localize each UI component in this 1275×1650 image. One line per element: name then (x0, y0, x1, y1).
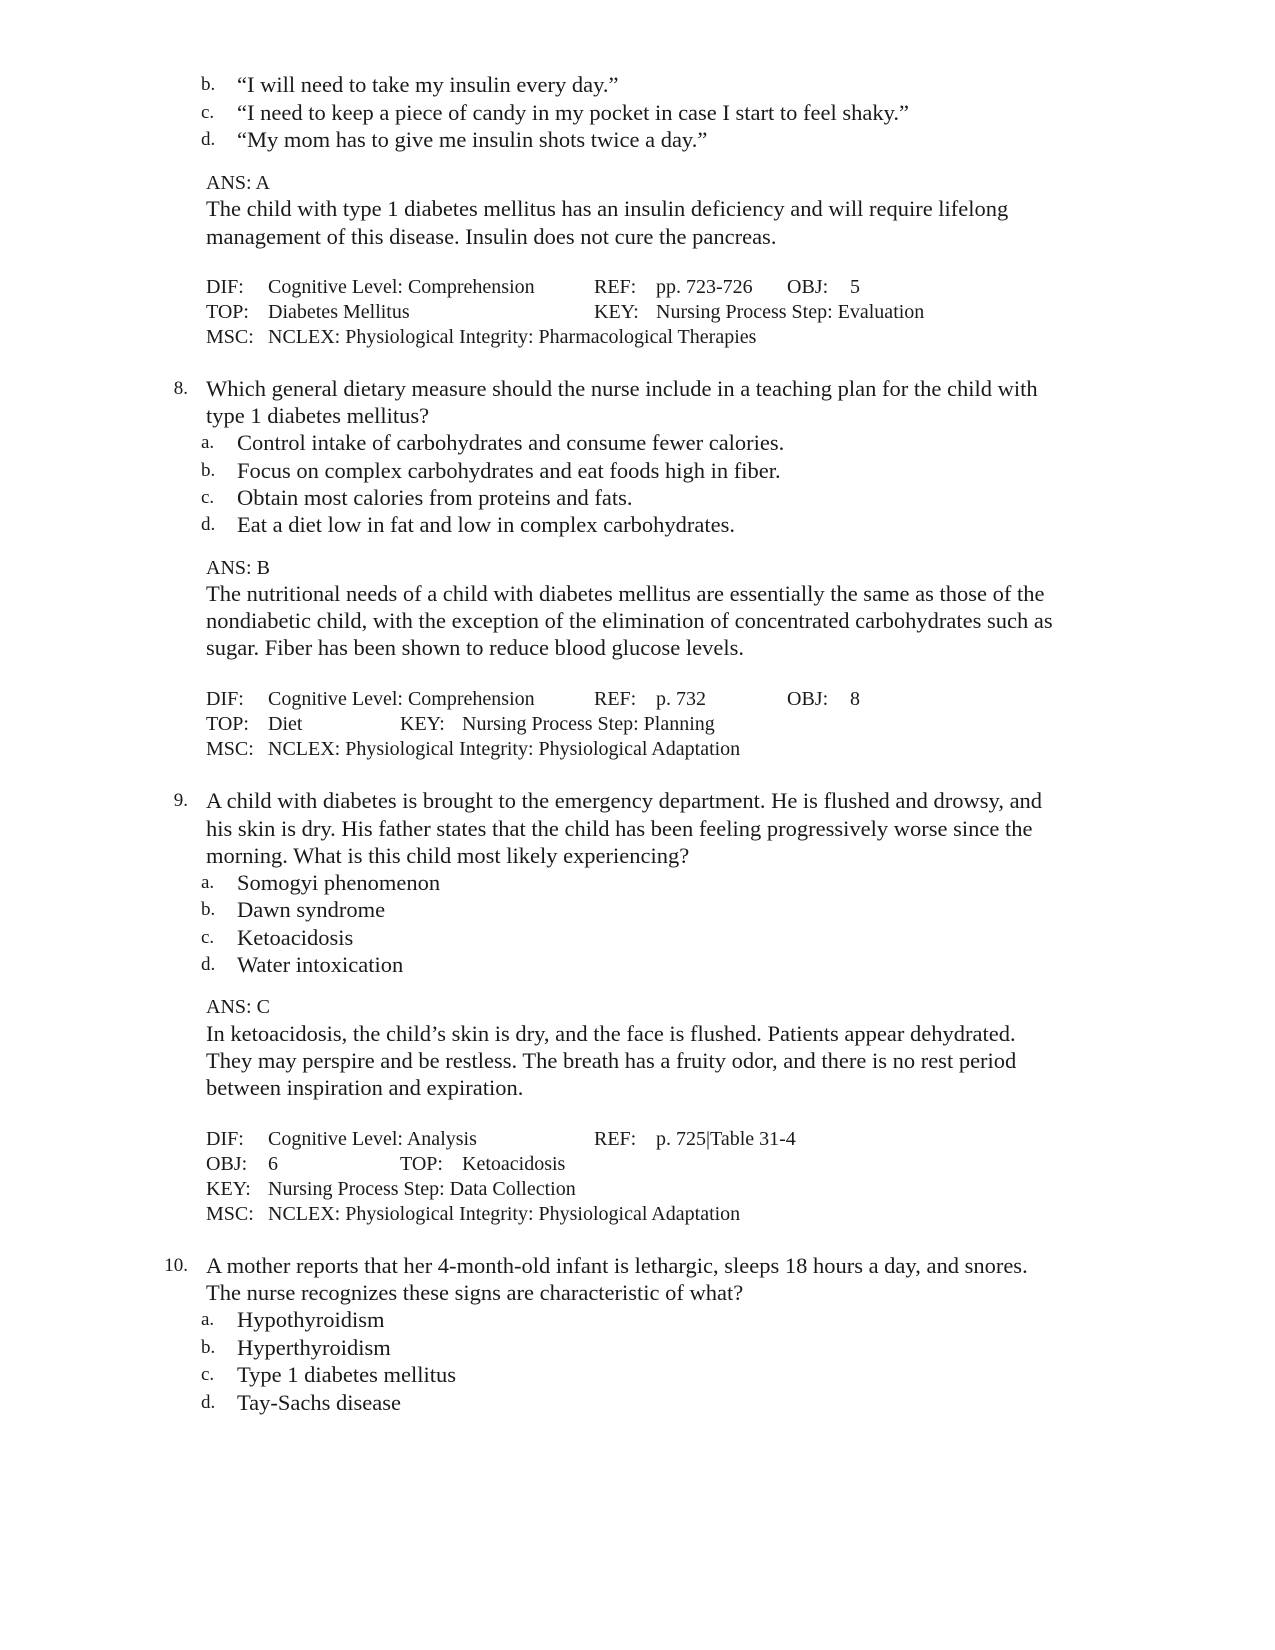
option-text: Somogyi phenomenon (237, 870, 441, 895)
option-letter: c. (201, 487, 215, 508)
msc-label: MSC: (206, 738, 254, 760)
top-value: Ketoacidosis (462, 1153, 566, 1175)
top-label: TOP: (400, 1153, 443, 1175)
msc-label: MSC: (206, 326, 254, 348)
obj-value: 6 (268, 1153, 278, 1175)
msc-value: NCLEX: Physiological Integrity: Physiological Adaptation (268, 1203, 741, 1225)
key-value: Nursing Process Step: Evaluation (656, 301, 925, 323)
option-text: Hyperthyroidism (237, 1335, 391, 1360)
dif-value: Cognitive Level: Comprehension (268, 688, 535, 710)
option-letter: b. (201, 899, 216, 920)
option-letter: a. (201, 432, 215, 453)
rationale-line: They may perspire and be restless. The breath has a fruity odor, and there is no rest period (206, 1048, 1017, 1073)
option-letter: b. (201, 74, 216, 95)
option-text: “My mom has to give me insulin shots twice a day.” (237, 127, 708, 152)
answer-label: ANS: B (206, 557, 270, 579)
question-stem-line: A mother reports that her 4-month-old infant is lethargic, sleeps 18 hours a day, and snores. (206, 1253, 1028, 1278)
question-stem-line: type 1 diabetes mellitus? (206, 403, 430, 428)
answer-label: ANS: C (206, 996, 270, 1018)
rationale-line: sugar. Fiber has been shown to reduce blood glucose levels. (206, 635, 745, 660)
option-letter: b. (201, 460, 216, 481)
obj-value: 5 (850, 276, 860, 298)
msc-value: NCLEX: Physiological Integrity: Pharmacological Therapies (268, 326, 757, 348)
top-value: Diet (268, 713, 303, 735)
option-letter: d. (201, 129, 216, 150)
ref-value: pp. 723-726 (656, 276, 753, 298)
rationale-line: nondiabetic child, with the exception of the elimination of concentrated carbohydrates such as (206, 608, 1053, 633)
rationale-line: management of this disease. Insulin does not cure the pancreas. (206, 224, 777, 249)
msc-value: NCLEX: Physiological Integrity: Physiological Adaptation (268, 738, 741, 760)
option-text: Ketoacidosis (237, 925, 354, 950)
option-text: “I need to keep a piece of candy in my pocket in case I start to feel shaky.” (237, 100, 910, 125)
option-letter: d. (201, 1392, 216, 1413)
top-label: TOP: (206, 713, 249, 735)
ref-value: p. 725|Table 31-4 (656, 1128, 796, 1150)
ref-label: REF: (594, 276, 637, 298)
option-letter: c. (201, 927, 215, 948)
question-stem-line: his skin is dry. His father states that the child has been feeling progressively worse since the (206, 816, 1033, 841)
option-text: “I will need to take my insulin every day.” (237, 72, 619, 97)
top-value: Diabetes Mellitus (268, 301, 410, 323)
key-label: KEY: (400, 713, 445, 735)
question-stem-line: A child with diabetes is brought to the emergency department. He is flushed and drowsy, and (206, 788, 1043, 813)
msc-label: MSC: (206, 1203, 254, 1225)
question-stem-line: The nurse recognizes these signs are characteristic of what? (206, 1280, 744, 1305)
ref-label: REF: (594, 688, 637, 710)
rationale-line: In ketoacidosis, the child’s skin is dry, and the face is flushed. Patients appear dehydrated. (206, 1021, 1016, 1046)
ref-label: REF: (594, 1128, 637, 1150)
rationale-line: The nutritional needs of a child with diabetes mellitus are essentially the same as those of the (206, 581, 1045, 606)
question-stem-line: Which general dietary measure should the nurse include in a teaching plan for the child with (206, 376, 1038, 401)
option-text: Obtain most calories from proteins and fats. (237, 485, 633, 510)
option-text: Focus on complex carbohydrates and eat foods high in fiber. (237, 458, 781, 483)
option-text: Dawn syndrome (237, 897, 386, 922)
option-text: Type 1 diabetes mellitus (237, 1362, 457, 1387)
key-label: KEY: (206, 1178, 251, 1200)
obj-value: 8 (850, 688, 860, 710)
dif-label: DIF: (206, 688, 244, 710)
dif-label: DIF: (206, 1128, 244, 1150)
top-label: TOP: (206, 301, 249, 323)
question-number: 9. (173, 790, 188, 811)
option-text: Control intake of carbohydrates and consume fewer calories. (237, 430, 785, 455)
option-text: Eat a diet low in fat and low in complex carbohydrates. (237, 512, 735, 537)
option-letter: c. (201, 102, 215, 123)
option-letter: a. (201, 872, 215, 893)
rationale-line: The child with type 1 diabetes mellitus has an insulin deficiency and will require lifelong (206, 196, 1009, 221)
key-value: Nursing Process Step: Data Collection (268, 1178, 576, 1200)
dif-label: DIF: (206, 276, 244, 298)
option-text: Tay-Sachs disease (237, 1390, 401, 1415)
question-stem-line: morning. What is this child most likely experiencing? (206, 843, 690, 868)
dif-value: Cognitive Level: Analysis (268, 1128, 477, 1150)
option-letter: d. (201, 514, 216, 535)
obj-label: OBJ: (787, 276, 829, 298)
rationale-line: between inspiration and expiration. (206, 1075, 524, 1100)
ref-value: p. 732 (656, 688, 706, 710)
option-letter: b. (201, 1337, 216, 1358)
option-letter: d. (201, 954, 216, 975)
option-text: Hypothyroidism (237, 1307, 385, 1332)
question-number: 8. (173, 378, 188, 399)
answer-label: ANS: A (206, 172, 270, 194)
obj-label: OBJ: (787, 688, 829, 710)
key-value: Nursing Process Step: Planning (462, 713, 715, 735)
option-letter: a. (201, 1309, 215, 1330)
key-label: KEY: (594, 301, 639, 323)
option-text: Water intoxication (237, 952, 404, 977)
question-number: 10. (164, 1255, 188, 1276)
option-letter: c. (201, 1364, 215, 1385)
obj-label: OBJ: (206, 1153, 248, 1175)
dif-value: Cognitive Level: Comprehension (268, 276, 535, 298)
